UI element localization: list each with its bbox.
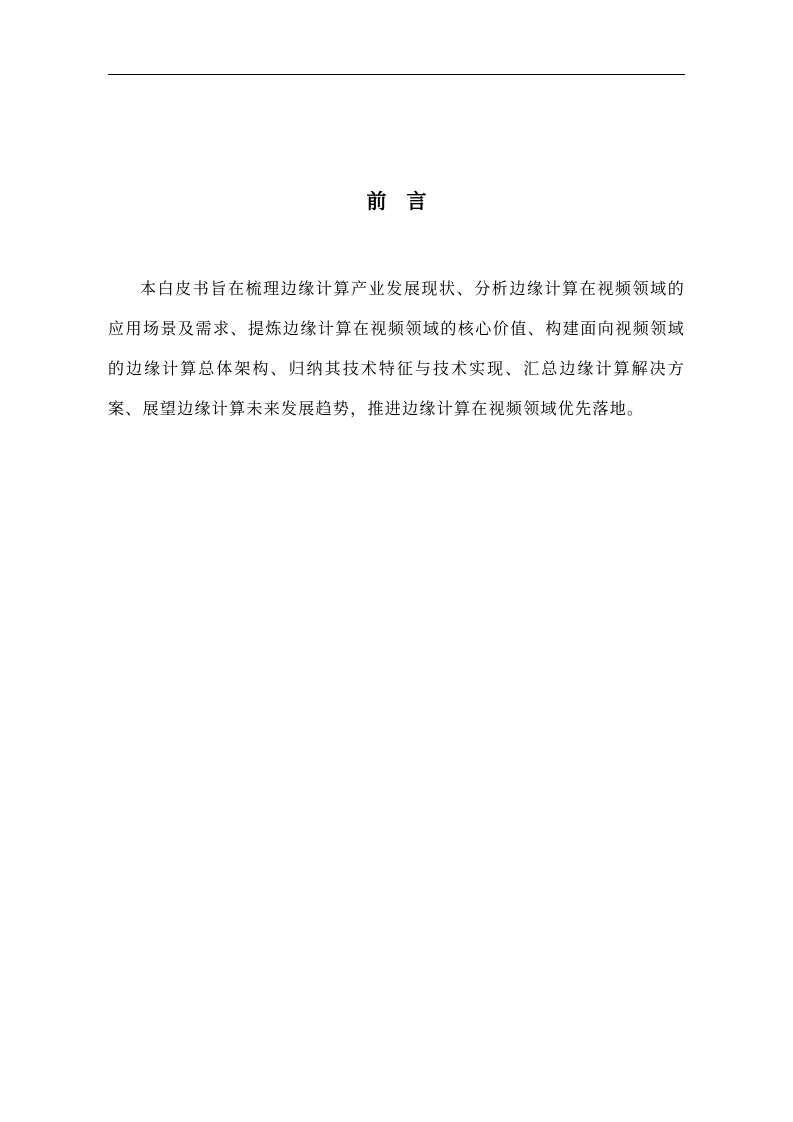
page-title: 前言 — [366, 189, 447, 213]
header-rule — [108, 74, 685, 75]
body-paragraph: 本白皮书旨在梳理边缘计算产业发展现状、分析边缘计算在视频领域的应用场景及需求、提炼边缘计算在视频领域的核心价值、构建面向视频领域的边缘计算总体架构、归纳其技术特征与技术实现、汇总边缘计算解决方案、展望边缘计算未来发展趋势，推进边缘计算在视频领域优先落地。 — [108, 279, 685, 418]
